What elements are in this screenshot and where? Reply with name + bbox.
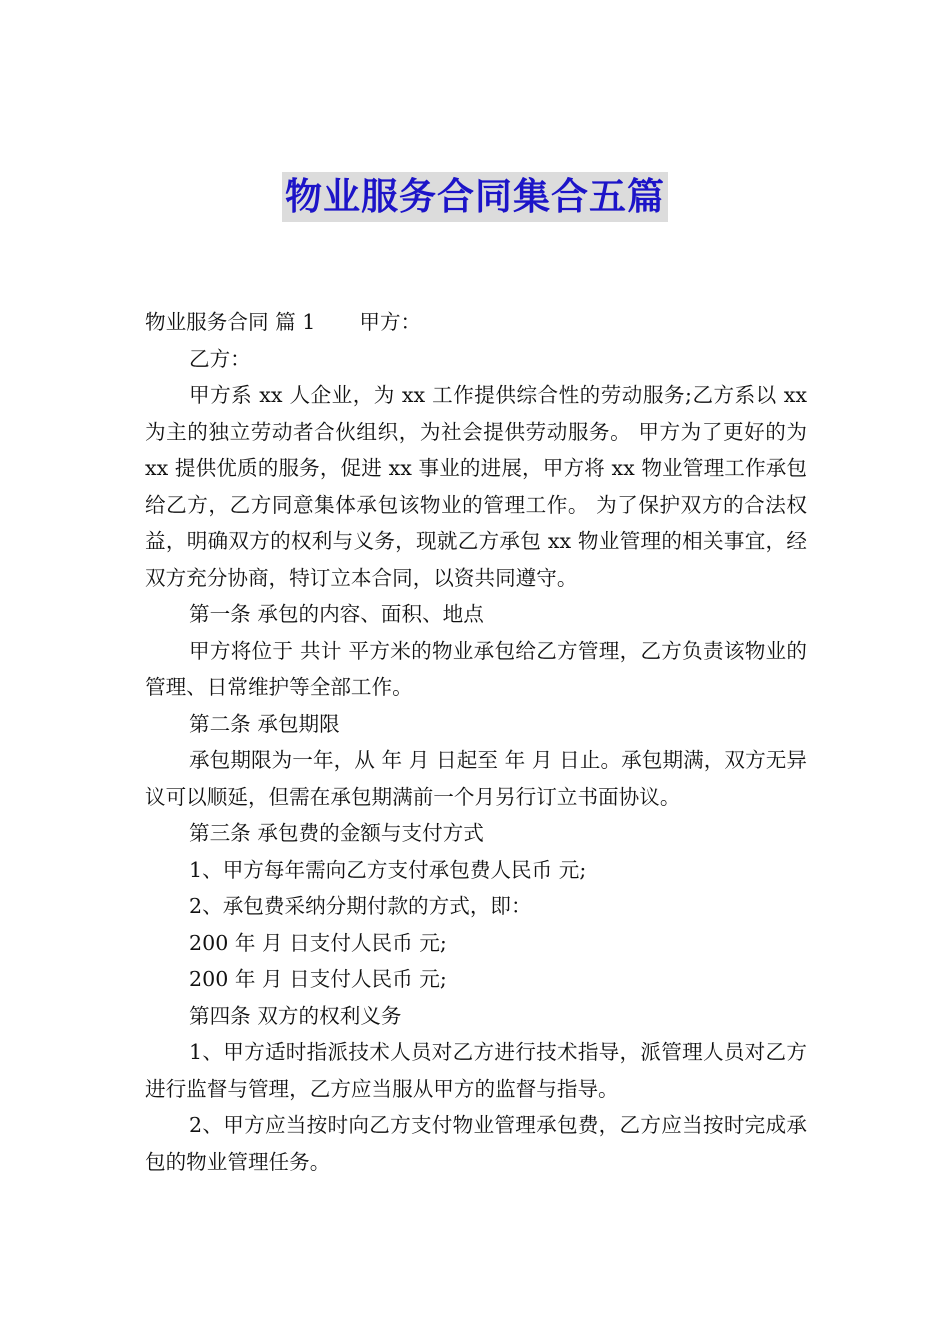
article-heading: 第二条 承包期限 bbox=[189, 711, 340, 736]
article-heading: 第四条 双方的权利义务 bbox=[189, 1003, 402, 1028]
article-heading: 第三条 承包费的金额与支付方式 bbox=[189, 821, 484, 845]
party-a-label: 甲方： bbox=[359, 310, 422, 334]
paragraph: 2、甲方应当按时向乙方支付物业管理承包费，乙方应当按时完成承包的物业管理任务。 bbox=[145, 1113, 807, 1174]
paragraph: 1、甲方适时指派技术人员对乙方进行技术指导，派管理人员对乙方进行监督与管理，乙方应当服从甲方的监督与指导。 bbox=[145, 1040, 807, 1101]
document-title: 物业服务合同集合五篇 bbox=[282, 172, 668, 222]
document-body bbox=[145, 304, 807, 1180]
title-container bbox=[0, 172, 950, 222]
paragraph: 200 年 月 日支付人民币 元; bbox=[189, 967, 447, 991]
paragraph: 承包期限为一年，从 年 月 日起至 年 月 日止。承包期满，双方无异议可以顺延，但需在承包期满前一个月另行订立书面协议。 bbox=[145, 748, 807, 809]
paragraph: 200 年 月 日支付人民币 元; bbox=[189, 930, 447, 955]
first-line bbox=[145, 304, 807, 341]
paragraph: 甲方将位于 共计 平方米的物业承包给乙方管理，乙方负责该物业的管理、日常维护等全部工作。 bbox=[145, 638, 807, 699]
article-heading: 第一条 承包的内容、面积、地点 bbox=[189, 602, 484, 626]
section-heading: 物业服务合同 篇 1 bbox=[145, 310, 316, 334]
paragraph: 1、甲方每年需向乙方支付承包费人民币 元; bbox=[189, 857, 587, 882]
paragraph: 乙方： bbox=[189, 346, 251, 371]
paragraph: 甲方系 xx 人企业，为 xx 工作提供综合性的劳动服务;乙方系以 xx 为主的独立劳动者合伙组织，为社会提供劳动服务。 甲方为了更好的为 xx 提供优质的服务，促进 xx 事业的进展，甲方将 xx 物业管理工作承包给乙方，乙方同意集体承包该物业的管理工作。 为了保护双方的合法权益，明确双方的权利与义务，现就乙方承包 xx 物业管理的相关事宜，经双方充分协商，特订立本合同，以资共同遵守。 bbox=[145, 383, 807, 590]
paragraph: 2、承包费采纳分期付款的方式，即： bbox=[189, 894, 532, 918]
